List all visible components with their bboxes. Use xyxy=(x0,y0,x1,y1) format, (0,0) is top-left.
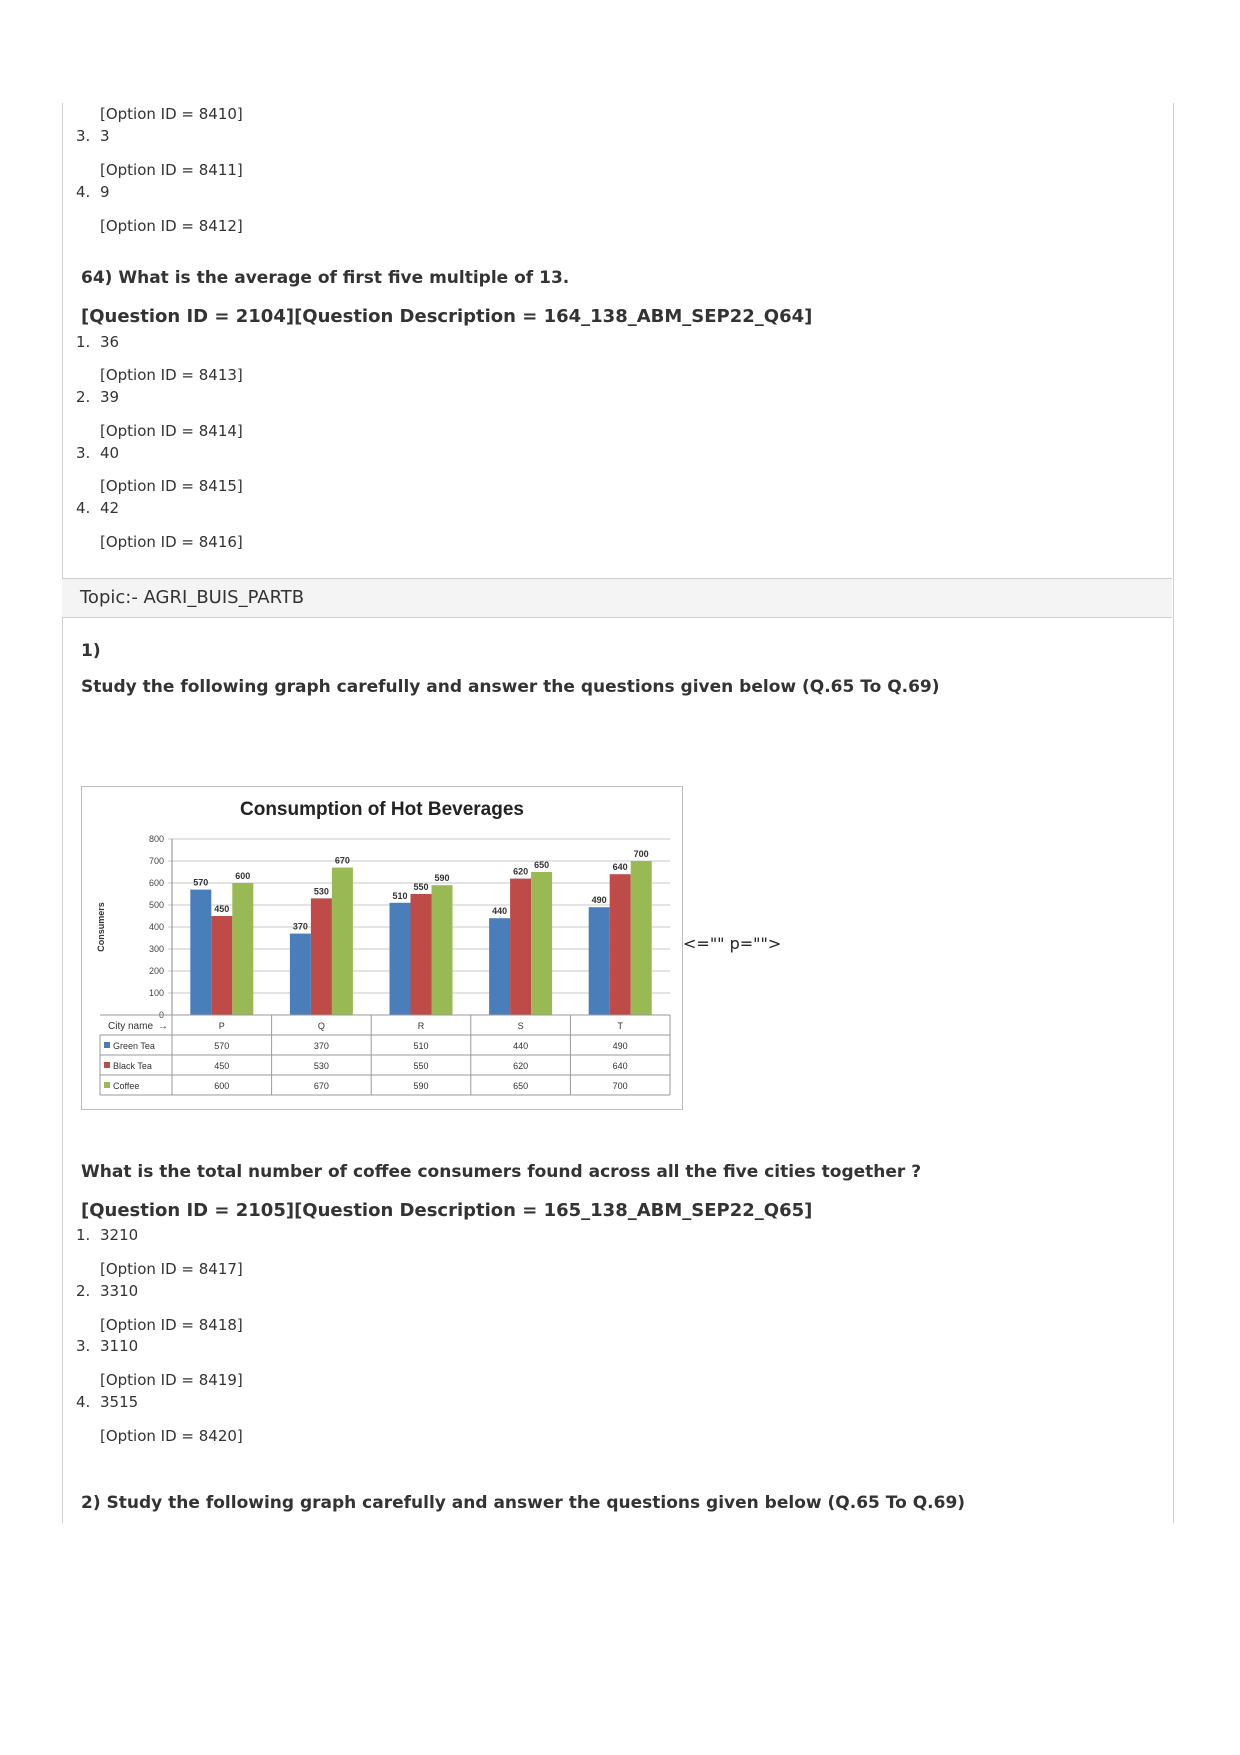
table-cell: 570 xyxy=(214,1041,230,1051)
bar xyxy=(589,907,610,1015)
arrow-icon: → xyxy=(158,1021,168,1032)
category-label: Q xyxy=(317,1021,325,1031)
table-cell: 640 xyxy=(612,1061,628,1071)
y-tick-label: 500 xyxy=(148,900,164,910)
bar-chart xyxy=(82,787,682,1109)
table-cell: 670 xyxy=(313,1081,329,1091)
y-tick-label: 300 xyxy=(148,944,164,954)
table-cell: 440 xyxy=(513,1041,529,1051)
option-value[interactable]: 42 xyxy=(100,499,120,517)
bar xyxy=(411,894,432,1015)
table-cell: 650 xyxy=(513,1081,529,1091)
category-label: S xyxy=(517,1021,524,1031)
table-cell: 450 xyxy=(214,1061,230,1071)
table-cell: 370 xyxy=(313,1041,329,1051)
bar xyxy=(311,898,332,1015)
option-number: 4. xyxy=(76,183,91,201)
table-cell: 530 xyxy=(313,1061,329,1071)
option-id: [Option ID = 8418] xyxy=(100,1316,243,1334)
question-title: 64) What is the average of first five multiple of 13. xyxy=(81,268,570,288)
bar-value-label: 650 xyxy=(534,860,550,870)
table-cell: 590 xyxy=(413,1081,429,1091)
option-number: 1. xyxy=(76,1226,91,1244)
legend-swatch xyxy=(104,1082,110,1088)
option-value[interactable]: 3515 xyxy=(100,1393,139,1411)
option-number: 4. xyxy=(76,499,91,517)
y-tick-label: 600 xyxy=(148,878,164,888)
bar xyxy=(290,934,311,1015)
option-value[interactable]: 3 xyxy=(100,127,110,145)
x-axis-label: City name xyxy=(108,1021,154,1032)
bar-value-label: 640 xyxy=(612,862,628,873)
bar xyxy=(390,903,411,1015)
y-tick-label: 100 xyxy=(148,988,164,998)
question-title: 2) Study the following graph carefully and answer the questions given below (Q.65 To Q.69) xyxy=(81,1493,966,1513)
topic-bar xyxy=(62,578,1172,618)
bar-value-label: 590 xyxy=(434,873,450,884)
option-value[interactable]: 36 xyxy=(100,333,120,351)
bar xyxy=(332,868,353,1015)
bar xyxy=(531,872,552,1015)
stray-markup-text: <="" p=""> xyxy=(683,934,782,953)
category-label: R xyxy=(417,1021,425,1031)
bar xyxy=(631,861,652,1015)
legend-swatch xyxy=(104,1062,110,1068)
bar-value-label: 440 xyxy=(492,906,508,917)
question-number: 1) xyxy=(81,641,101,661)
table-cell: 490 xyxy=(612,1041,628,1051)
option-number: 2. xyxy=(76,1282,91,1300)
bar xyxy=(211,916,232,1015)
bar-value-label: 600 xyxy=(235,871,251,881)
option-id: [Option ID = 8414] xyxy=(100,422,243,440)
y-tick-label: 700 xyxy=(148,856,164,866)
question-meta: [Question ID = 2104][Question Description = 164_138_ABM_SEP22_Q64] xyxy=(81,306,813,327)
y-tick-label: 0 xyxy=(158,1010,164,1020)
option-number: 3. xyxy=(76,444,91,462)
bar-value-label: 620 xyxy=(513,866,529,877)
chart-image xyxy=(81,786,683,1110)
option-id: [Option ID = 8417] xyxy=(100,1260,243,1278)
table-cell: 600 xyxy=(214,1081,230,1091)
table-cell: 700 xyxy=(612,1081,628,1091)
bar-value-label: 510 xyxy=(392,890,408,901)
bar xyxy=(510,879,531,1015)
topic-title: Topic:- AGRI_BUIS_PARTB xyxy=(80,587,305,608)
option-value[interactable]: 3110 xyxy=(100,1337,139,1355)
bar-value-label: 530 xyxy=(313,886,329,897)
bar xyxy=(432,885,453,1015)
bar xyxy=(232,883,253,1015)
option-id: [Option ID = 8410] xyxy=(100,105,243,123)
y-tick-label: 400 xyxy=(148,922,164,932)
bar xyxy=(489,918,510,1015)
bar xyxy=(190,890,211,1015)
question-meta: [Question ID = 2105][Question Description = 165_138_ABM_SEP22_Q65] xyxy=(81,1200,813,1221)
legend-swatch xyxy=(104,1042,110,1048)
option-number: 1. xyxy=(76,333,91,351)
bar-value-label: 450 xyxy=(214,904,230,914)
option-number: 4. xyxy=(76,1393,91,1411)
legend-label: Black Tea xyxy=(113,1061,152,1071)
category-label: P xyxy=(218,1021,225,1031)
option-id: [Option ID = 8412] xyxy=(100,217,243,235)
option-id: [Option ID = 8413] xyxy=(100,366,243,384)
bar-value-label: 670 xyxy=(334,855,350,866)
bar-value-label: 570 xyxy=(193,877,209,888)
option-number: 3. xyxy=(76,127,91,145)
table-cell: 620 xyxy=(513,1061,529,1071)
option-value[interactable]: 3310 xyxy=(100,1282,139,1300)
table-cell: 510 xyxy=(413,1041,429,1051)
legend-label: Green Tea xyxy=(113,1041,155,1051)
y-axis-label: Consumers xyxy=(96,902,106,952)
y-tick-label: 200 xyxy=(148,966,164,976)
bar-value-label: 700 xyxy=(633,849,649,859)
option-value[interactable]: 9 xyxy=(100,183,110,201)
y-tick-label: 800 xyxy=(148,834,164,844)
option-id: [Option ID = 8419] xyxy=(100,1371,243,1389)
bar-value-label: 550 xyxy=(413,882,429,892)
option-id: [Option ID = 8411] xyxy=(100,161,243,179)
bar-value-label: 490 xyxy=(591,895,607,906)
chart-title: Consumption of Hot Beverages xyxy=(240,799,524,820)
category-label: T xyxy=(617,1021,623,1031)
option-number: 2. xyxy=(76,388,91,406)
bar-value-label: 370 xyxy=(292,921,308,932)
question-text: What is the total number of coffee consumers found across all the five cities together ? xyxy=(81,1162,922,1182)
question-instruction: Study the following graph carefully and answer the questions given below (Q.65 To Q.69) xyxy=(81,677,940,697)
option-number: 3. xyxy=(76,1337,91,1355)
table-cell: 550 xyxy=(413,1061,429,1071)
option-id: [Option ID = 8416] xyxy=(100,533,243,551)
option-id: [Option ID = 8420] xyxy=(100,1427,243,1445)
option-value[interactable]: 39 xyxy=(100,388,120,406)
bar xyxy=(610,874,631,1015)
option-id: [Option ID = 8415] xyxy=(100,477,243,495)
option-value[interactable]: 3210 xyxy=(100,1226,139,1244)
option-value[interactable]: 40 xyxy=(100,444,120,462)
legend-label: Coffee xyxy=(113,1081,140,1091)
